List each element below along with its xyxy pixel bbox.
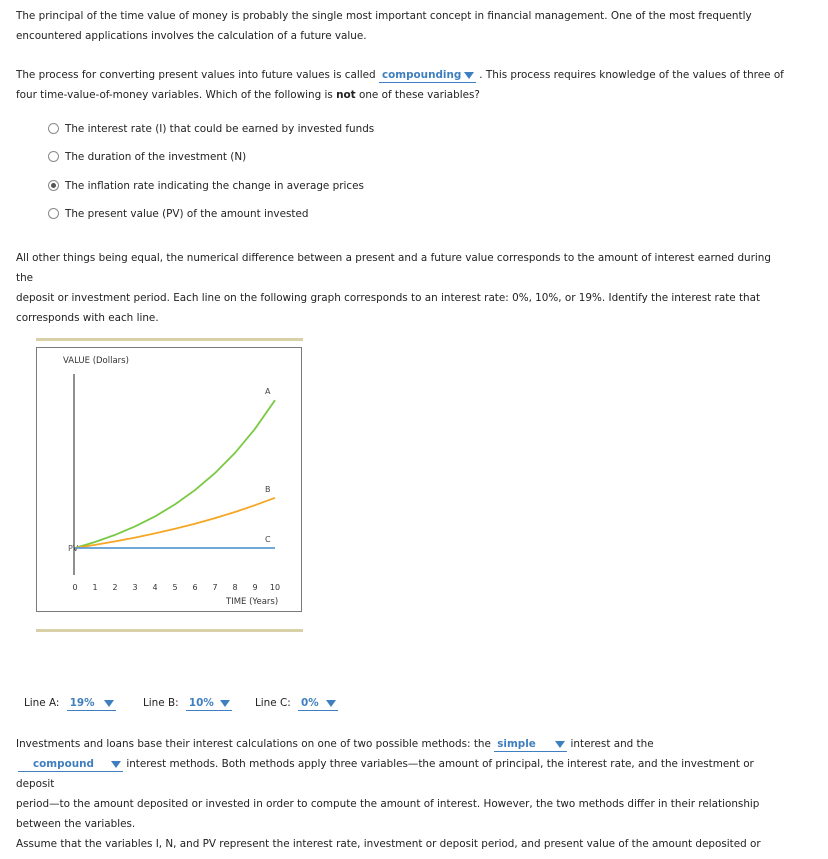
radio-button-selected[interactable]: [48, 180, 59, 191]
x-tick-label: 0: [72, 583, 78, 592]
q2-line-2: deposit or investment period. Each line on the following graph corresponds to an interest rate: 0%, 10%, or 19%. Identify the interest rate that: [16, 292, 761, 304]
radio-button[interactable]: [48, 208, 59, 219]
line-a-selector: [24, 697, 116, 711]
line-a-label: Line A:: [24, 697, 60, 709]
q3-line1-before: Investments and loans base their interest calculations on one of two possible methods: the: [16, 738, 491, 750]
chevron-down-icon: [555, 741, 565, 748]
line-b-value: 10%: [188, 697, 214, 709]
series-end-label-a: A: [265, 387, 271, 397]
method-2-dropdown[interactable]: [18, 758, 123, 772]
future-value-graph: [36, 347, 302, 612]
option-label: The present value (PV) of the amount invested: [65, 208, 309, 220]
q4-line-1: Assume that the variables I, N, and PV represent the interest rate, investment or deposit period, and present value of the amount deposited or: [16, 838, 761, 850]
x-tick-label: 4: [152, 583, 158, 592]
series-end-label-b: B: [265, 484, 271, 494]
line-a-value: 19%: [69, 697, 95, 709]
line-b-selector: [143, 697, 232, 711]
x-axis-label: TIME (Years): [226, 597, 279, 607]
series-group: [75, 400, 275, 548]
x-tick-labels: [72, 583, 280, 592]
line-c-dropdown[interactable]: [298, 697, 338, 711]
option-label: The duration of the investment (N): [65, 151, 247, 163]
q3-line-4: between the variables.: [16, 818, 136, 830]
question-2-text: [16, 248, 786, 328]
option-label: The inflation rate indicating the change in average prices: [65, 180, 364, 192]
question-1-text: [16, 65, 786, 105]
x-tick-label: 3: [132, 583, 138, 592]
y-axis-label: VALUE (Dollars): [63, 356, 129, 366]
x-tick-label: 8: [232, 583, 238, 592]
q1-text-after: . This process requires knowledge of the values of three of: [479, 69, 784, 81]
question-4-text: [16, 834, 786, 854]
x-tick-label: 9: [252, 583, 258, 592]
intro-line-2: encountered applications involves the calculation of a future value.: [16, 30, 367, 42]
x-tick-label: 5: [172, 583, 178, 592]
q1-bold-not: not: [336, 89, 356, 101]
q2-line-3: corresponds with each line.: [16, 312, 159, 324]
q1-line2-before: four time-value-of-money variables. Which of the following is: [16, 89, 333, 101]
pv-label: PV: [68, 544, 79, 553]
q1-line2-after: one of these variables?: [358, 89, 480, 101]
line-c-selector: [255, 697, 338, 711]
intro-line-1: The principal of the time value of money is probably the single most important concept in financial management. One of the most frequently: [16, 10, 752, 22]
method-1-value: simple: [497, 738, 536, 750]
x-tick-label: 10: [269, 583, 281, 592]
intro-paragraph: [16, 6, 786, 46]
line-c-value: 0%: [301, 697, 319, 709]
process-dropdown[interactable]: [379, 69, 476, 83]
x-tick-label: 7: [212, 583, 218, 592]
x-tick-label: 1: [92, 583, 98, 592]
q3-line1-after: interest and the: [570, 738, 654, 750]
line-a-dropdown[interactable]: [67, 697, 116, 711]
chevron-down-icon: [220, 700, 230, 707]
chart-svg: [37, 348, 303, 613]
chevron-down-icon: [326, 700, 336, 707]
process-dropdown-value: compounding: [381, 69, 462, 81]
question-3-text: [16, 734, 786, 834]
graph-bottom-divider: [36, 629, 303, 632]
series-end-label-c: C: [265, 535, 271, 544]
chevron-down-icon: [104, 700, 114, 707]
line-c-label: Line C:: [255, 697, 291, 709]
series-line-a: [75, 400, 275, 548]
chevron-down-icon: [464, 72, 474, 79]
q1-text-before: The process for converting present values into future values is called: [16, 69, 376, 81]
line-b-dropdown[interactable]: [186, 697, 232, 711]
option-label: The interest rate (I) that could be earned by invested funds: [65, 123, 375, 135]
method-1-dropdown[interactable]: [494, 738, 567, 752]
chevron-down-icon: [111, 761, 121, 768]
x-tick-label: 6: [192, 583, 198, 592]
method-2-value: compound: [33, 758, 94, 770]
q3-line-3: period—to the amount deposited or invested in order to compute the amount of interest. However, the two methods differ in their relationship: [16, 798, 760, 810]
graph-top-divider: [36, 338, 303, 341]
line-b-label: Line B:: [143, 697, 179, 709]
q2-line-1: All other things being equal, the numerical difference between a present and a future value corresponds to the amount of interest earned during the: [16, 252, 771, 284]
q3-line2-after: interest methods. Both methods apply three variables—the amount of principal, the interest rate, and the investment or deposit: [16, 758, 754, 790]
radio-button[interactable]: [48, 151, 59, 162]
radio-button[interactable]: [48, 123, 59, 134]
x-tick-label: 2: [112, 583, 118, 592]
